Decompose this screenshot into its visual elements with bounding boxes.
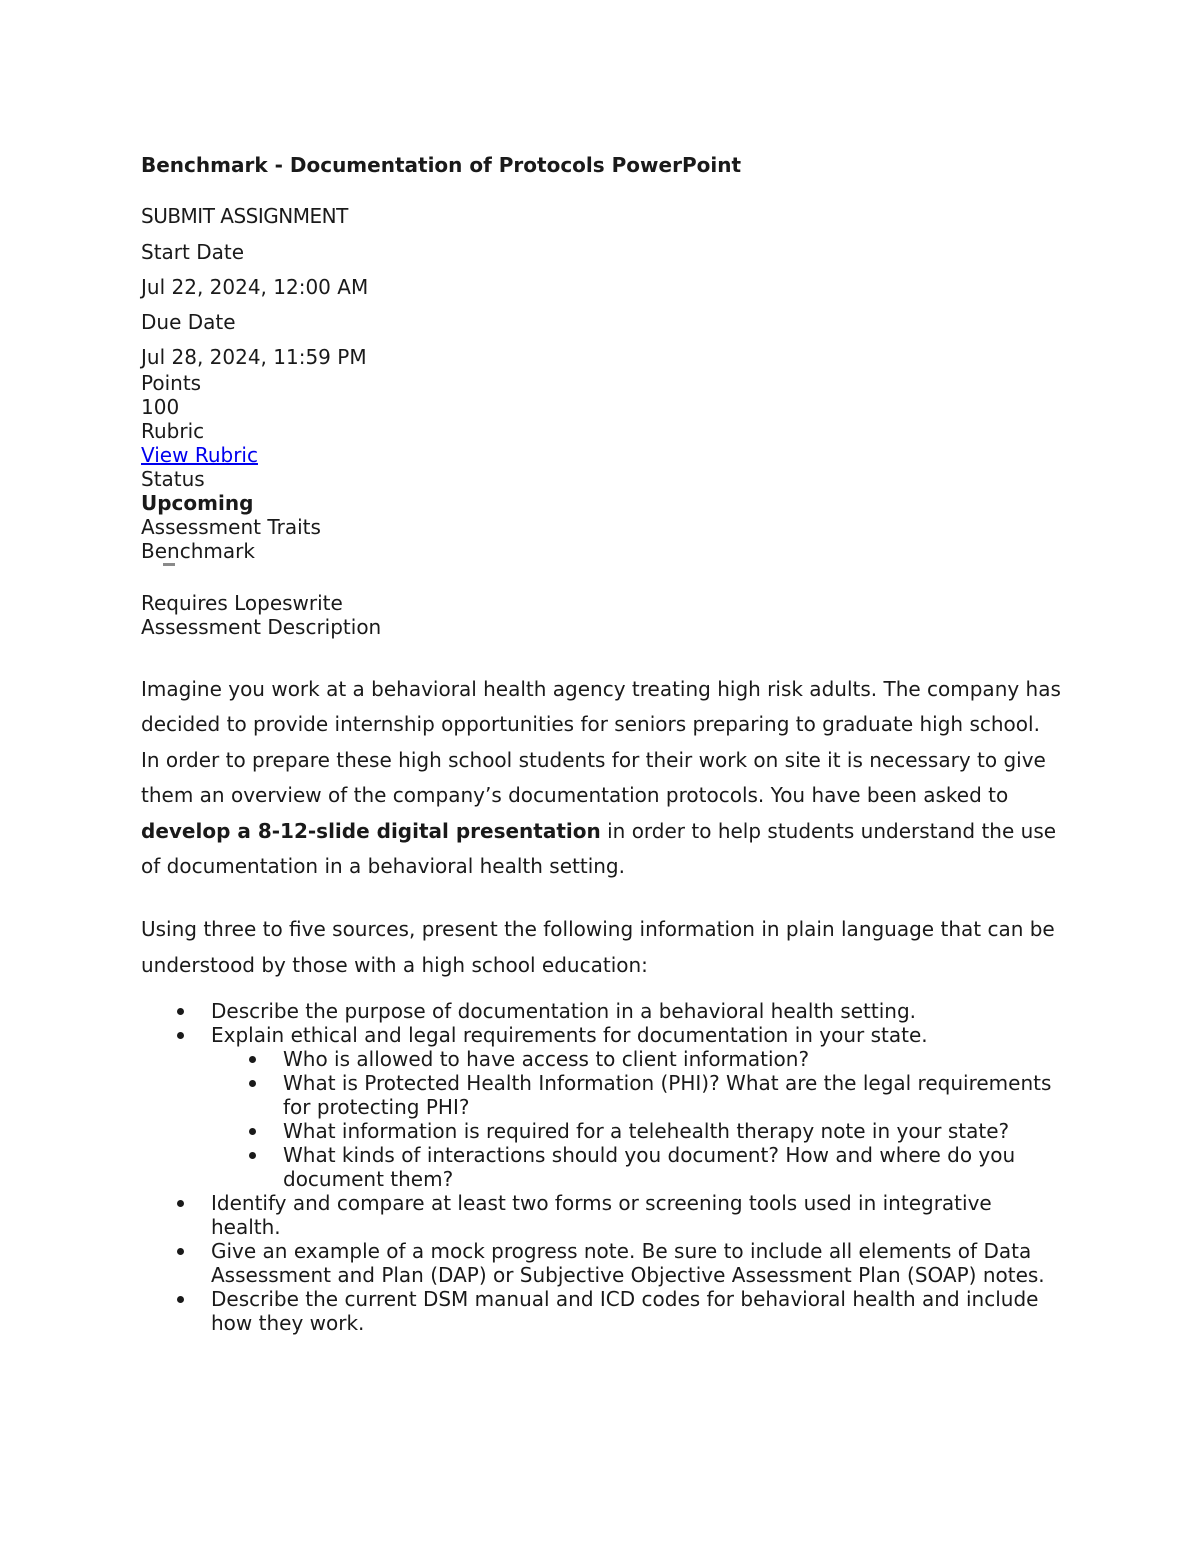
- trait-marker-icon: [163, 563, 175, 566]
- points-label: Points: [141, 371, 202, 395]
- bullet-icon: [177, 1248, 184, 1255]
- list-item: Describe the current DSM manual and ICD codes for behavioral health and include how they work.: [141, 1287, 1061, 1335]
- status-value: Upcoming: [141, 491, 254, 515]
- bullet-icon: [177, 1296, 184, 1303]
- bullet-icon: [177, 1008, 184, 1015]
- list-item: Explain ethical and legal requirements for documentation in your state.: [141, 1023, 1061, 1047]
- slide-requirement: develop a 8-12-slide digital presentation: [141, 818, 601, 843]
- description-paragraph-1: Imagine you work at a behavioral health agency treating high risk adults. The company has decided to provide internship opportunities for seniors preparing to graduate high school. In order to prepare these high school students for their work on site it is necessary to give them an overview of the company’s documentation protocols. You have been asked to develop a 8-12-slide digital presentation in order to help students understand the use of documentation in a behavioral health setting.: [141, 677, 1061, 879]
- document-page: [141, 150, 1061, 1335]
- bullet-icon: [177, 1200, 184, 1207]
- list-item: Describe the purpose of documentation in a behavioral health setting.: [141, 999, 1061, 1023]
- list-item: Give an example of a mock progress note. Be sure to include all elements of Data Assessment and Plan (DAP) or Subjective Objective Assessment Plan (SOAP) notes.: [141, 1239, 1061, 1287]
- list-item: Identify and compare at least two forms or screening tools used in integrative health.: [141, 1191, 1061, 1239]
- requirements-list: [141, 999, 1061, 1335]
- requires-lopeswrite: Requires Lopeswrite: [141, 591, 343, 615]
- description-paragraph-2: Using three to five sources, present the following information in plain language that can be understood by those with a high school education:: [141, 917, 1055, 977]
- bullet-icon: [249, 1128, 256, 1135]
- assessment-description-label: Assessment Description: [141, 615, 382, 639]
- assessment-traits-value: Benchmark: [141, 539, 255, 563]
- view-rubric-link[interactable]: View Rubric: [141, 443, 258, 467]
- assessment-traits-label: Assessment Traits: [141, 515, 321, 539]
- due-date-value: Jul 28, 2024, 11:59 PM: [141, 345, 367, 369]
- rubric-label: Rubric: [141, 419, 205, 443]
- list-item: What is Protected Health Information (PHI)? What are the legal requirements for protecting PHI?: [141, 1071, 1061, 1119]
- start-date-label: Start Date: [141, 240, 245, 264]
- trait-divider: [141, 563, 1061, 591]
- list-item: What information is required for a telehealth therapy note in your state?: [141, 1119, 1061, 1143]
- due-date-label: Due Date: [141, 310, 236, 334]
- status-label: Status: [141, 467, 205, 491]
- points-value: 100: [141, 395, 180, 419]
- bullet-icon: [249, 1152, 256, 1159]
- start-date-value: Jul 22, 2024, 12:00 AM: [141, 275, 369, 299]
- list-item: Who is allowed to have access to client information?: [141, 1047, 1061, 1071]
- bullet-icon: [249, 1056, 256, 1063]
- assignment-title: Benchmark - Documentation of Protocols PowerPoint: [141, 153, 741, 177]
- bullet-icon: [177, 1032, 184, 1039]
- bullet-icon: [249, 1080, 256, 1087]
- list-item: What kinds of interactions should you document? How and where do you document them?: [141, 1143, 1061, 1191]
- submit-assignment-button[interactable]: SUBMIT ASSIGNMENT: [141, 204, 348, 228]
